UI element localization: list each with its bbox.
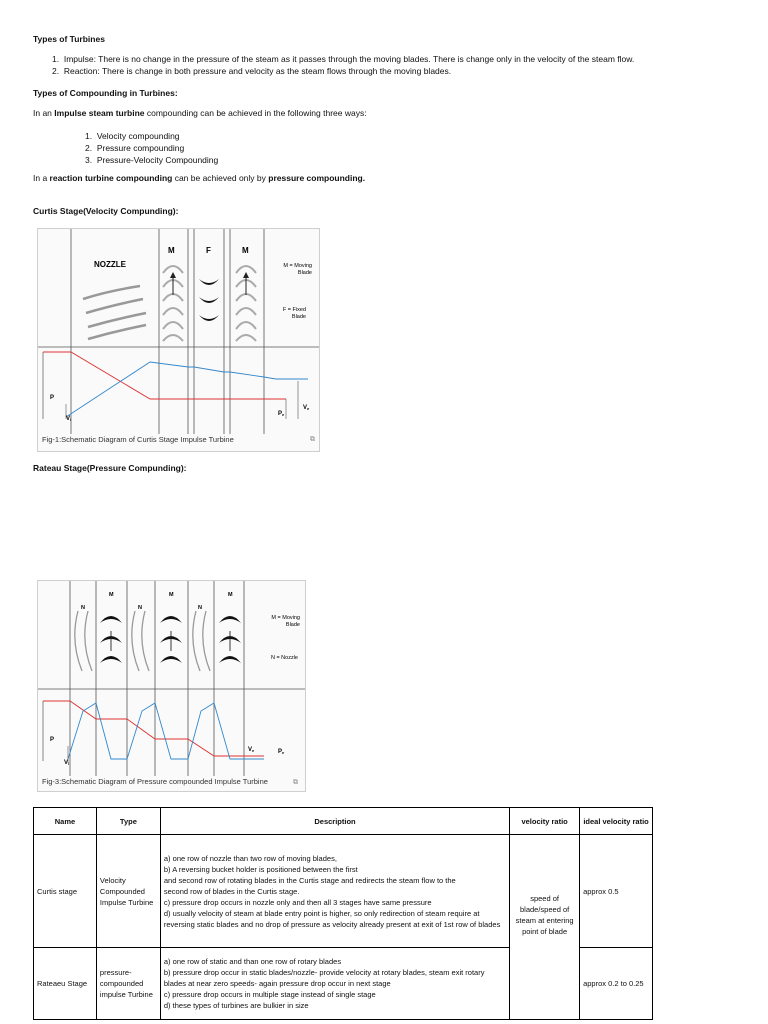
turbine-types-list: [52, 53, 634, 77]
curtis-dividers: [38, 229, 319, 434]
legend-fixed-blade: Blade: [291, 314, 306, 320]
impulse-intro: In an Impulse steam turbine compounding can be achieved in the following three ways:: [33, 108, 367, 118]
table-row: [34, 835, 653, 948]
pressure-line: [43, 352, 286, 399]
nozzle-blades: [75, 611, 210, 671]
n-label: N: [138, 605, 142, 611]
f-label: F: [206, 246, 211, 255]
types-of-turbines-heading: Types of Turbines: [33, 34, 105, 44]
cell-name: Curtis stage: [34, 835, 97, 948]
n-label: N: [81, 605, 85, 611]
cell-name: Rateaeu Stage: [34, 948, 97, 1020]
nozzle-blades: [83, 286, 146, 339]
legend-nozzle: N = Nozzle: [270, 655, 298, 661]
curtis-caption: Fig-1:Schematic Diagram of Curtis Stage Impulse Turbine: [42, 435, 234, 444]
curtis-diagram: [38, 229, 319, 451]
header-ideal-velocity-ratio: ideal velocity ratio: [580, 808, 653, 835]
cell-description: a) one row of static and than one row of rotary blades b) pressure drop occur in static blades/nozzle- provide velocity at rotary blades, steam exit rotary blades at near zero speeds- again pressure drop occur in next stage c) pressure drop occurs in multiple stage instead of single stage d) these types of turbines are bulkier in size: [160, 948, 509, 1020]
m-label: M: [169, 592, 174, 598]
legend-fixed: F = Fixed: [282, 307, 306, 313]
legend-moving-blade: Blade: [297, 270, 312, 276]
curtis-heading: Curtis Stage(Velocity Compunding):: [33, 206, 179, 216]
p-label: P: [50, 395, 55, 401]
nozzle-label: NOZZLE: [94, 260, 126, 269]
m-label: M: [168, 246, 175, 255]
header-type: Type: [96, 808, 160, 835]
rateau-figure: [37, 580, 306, 792]
expand-icon[interactable]: ⧉: [310, 436, 315, 443]
pressure-line: [43, 701, 264, 756]
compounding-heading: Types of Compounding in Turbines:: [33, 88, 178, 98]
ve-label: Ve: [303, 405, 310, 411]
header-velocity-ratio: velocity ratio: [510, 808, 580, 835]
curtis-figure: [37, 228, 320, 452]
p-label: P: [50, 737, 55, 743]
table-header-row: [34, 808, 653, 835]
fixed-blades: [199, 279, 219, 321]
rateau-dividers: [38, 581, 305, 776]
list-item: 3. Pressure-Velocity Compounding: [85, 155, 219, 165]
vi-label: Vi: [66, 416, 72, 422]
legend-moving-blade: Blade: [285, 622, 300, 628]
m-label: M: [242, 246, 249, 255]
ve-label: Ve: [248, 747, 255, 753]
rateau-diagram: [38, 581, 305, 791]
cell-type: pressure-compounded impulse Turbine: [96, 948, 160, 1020]
legend-moving: M = Moving: [283, 263, 312, 269]
vi-label: Vi: [64, 760, 70, 766]
cell-description: a) one row of nozzle than two row of moving blades, b) A reversing bucket holder is positioned between the first and second row of rotating blades in the Curtis stage and redirects the steam flow to the second row of blades in the Curtis stage. c) pressure drop occurs in nozzle only and then all 3 stages have same pressure d) usually velocity of steam at blade entry point is higher, so only redirection of steam require at reversing static blades and no drop of pressure as velocity already present at exit of 1st row of blades: [160, 835, 509, 948]
list-item: 2. Reaction: There is change in both pressure and velocity as the steam flows through the moving blades.: [52, 66, 452, 76]
moving-blades: [100, 616, 241, 663]
rateau-caption: Fig-3:Schematic Diagram of Pressure compounded Impulse Turbine: [42, 777, 268, 786]
list-item: 1. Velocity compounding: [85, 131, 180, 141]
n-label: N: [198, 605, 202, 611]
list-item: 2. Pressure compounding: [85, 143, 185, 153]
list-item: 1. Impulse: There is no change in the pressure of the steam as it passes through the moving blades. There is change only in the velocity of the steam flow.: [52, 54, 635, 64]
velocity-line: [68, 703, 264, 759]
pe-label: Pe: [278, 749, 285, 755]
m-label: M: [109, 592, 114, 598]
rateau-heading: Rateau Stage(Pressure Compunding):: [33, 463, 187, 473]
legend-moving: M = Moving: [271, 615, 300, 621]
cell-type: Velocity Compounded Impulse Turbine: [96, 835, 160, 948]
header-name: Name: [34, 808, 97, 835]
impulse-compounding-list: [85, 130, 218, 166]
m-label: M: [228, 592, 233, 598]
cell-velocity-ratio: speed of blade/speed of steam at entering point of blade: [510, 835, 580, 1020]
cell-ideal-ratio: approx 0.2 to 0.25: [580, 948, 653, 1020]
pe-label: Pe: [278, 411, 285, 417]
reaction-text: In a reaction turbine compounding can be achieved only by pressure compounding.: [33, 173, 366, 183]
cell-ideal-ratio: approx 0.5: [580, 835, 653, 948]
header-description: Description: [160, 808, 509, 835]
turbine-comparison-table: [33, 807, 653, 1020]
expand-icon[interactable]: ⧉: [293, 779, 298, 786]
